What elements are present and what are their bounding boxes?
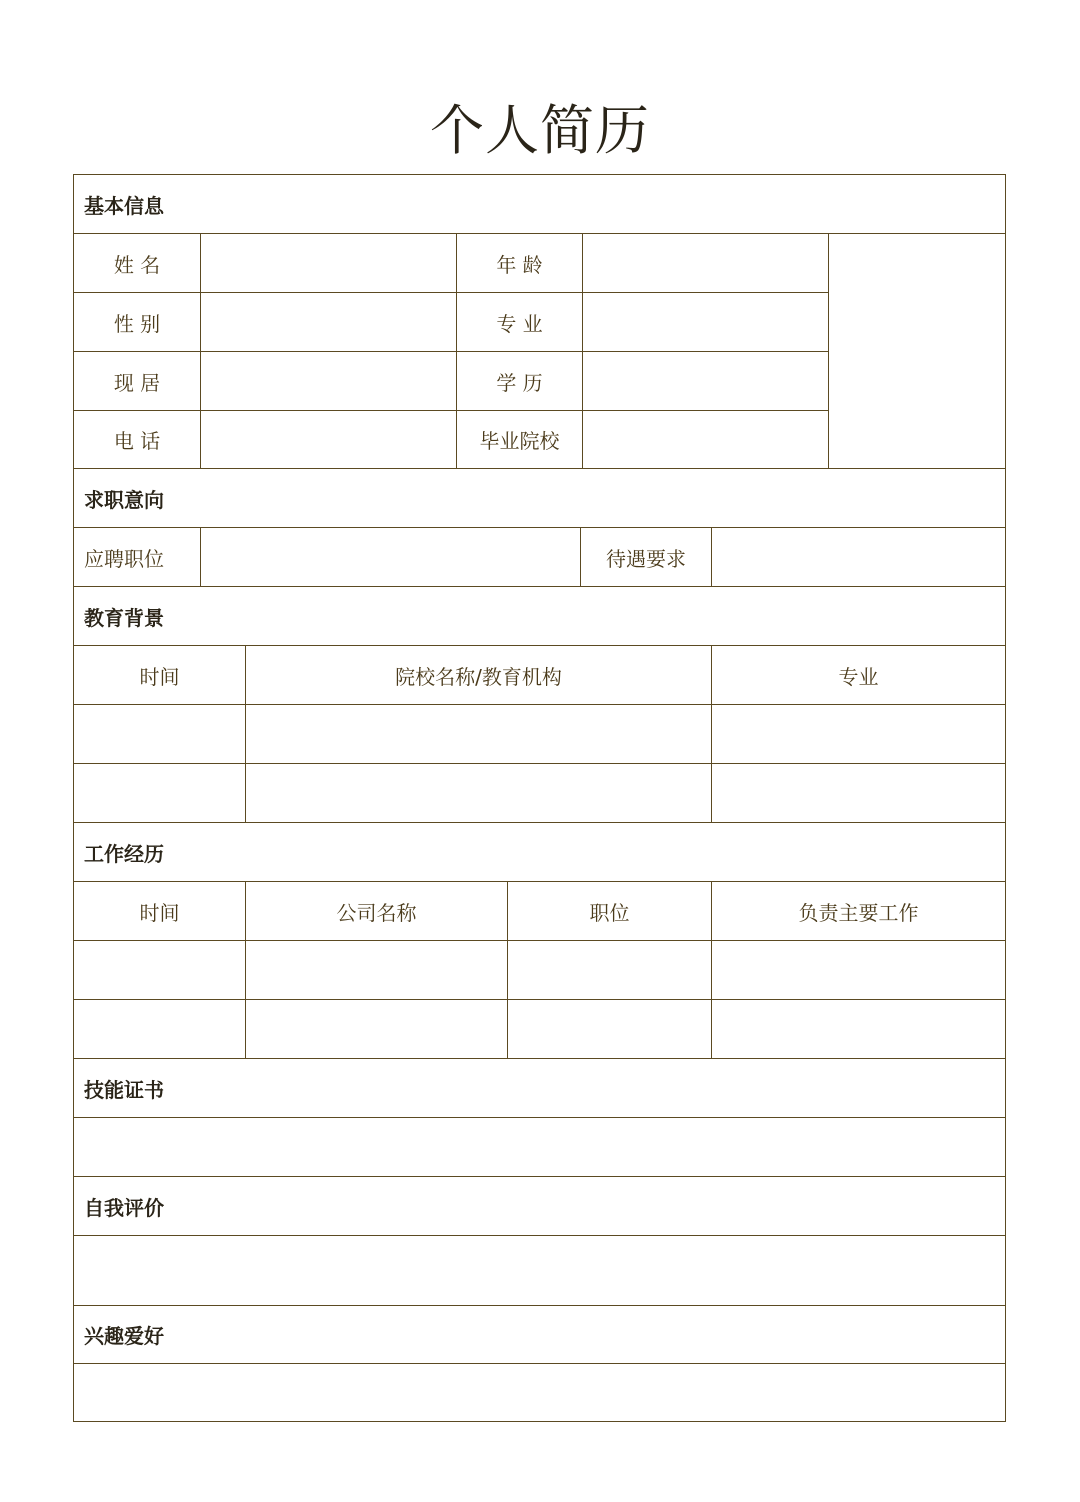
work-cell[interactable] <box>246 941 508 1000</box>
field-name[interactable] <box>201 234 457 293</box>
section-job-intent: 求职意向 <box>74 469 1005 528</box>
field-salary[interactable] <box>712 528 1005 587</box>
section-education-background: 教育背景 <box>74 587 1005 646</box>
work-cell[interactable] <box>74 941 246 1000</box>
work-cell[interactable] <box>74 1000 246 1059</box>
work-header-company: 公司名称 <box>246 882 508 941</box>
resume-form <box>73 174 1006 1422</box>
field-school[interactable] <box>583 411 829 469</box>
edu-cell[interactable] <box>712 764 1005 823</box>
field-gender[interactable] <box>201 293 457 352</box>
field-education[interactable] <box>583 352 829 411</box>
section-hobbies: 兴趣爱好 <box>74 1306 1005 1364</box>
field-phone[interactable] <box>201 411 457 469</box>
work-cell[interactable] <box>712 941 1005 1000</box>
field-residence[interactable] <box>201 352 457 411</box>
field-age[interactable] <box>583 234 829 293</box>
skills-field[interactable] <box>74 1118 1005 1177</box>
work-cell[interactable] <box>246 1000 508 1059</box>
label-phone: 电 话 <box>74 411 201 469</box>
hobbies-field[interactable] <box>74 1364 1005 1421</box>
work-header-position: 职位 <box>508 882 712 941</box>
section-self-evaluation: 自我评价 <box>74 1177 1005 1236</box>
section-work-experience: 工作经历 <box>74 823 1005 882</box>
label-gender: 性 别 <box>74 293 201 352</box>
self-evaluation-field[interactable] <box>74 1236 1005 1306</box>
section-skills: 技能证书 <box>74 1059 1005 1118</box>
work-header-duties: 负责主要工作 <box>712 882 1005 941</box>
work-cell[interactable] <box>712 1000 1005 1059</box>
photo-area[interactable] <box>829 234 1005 469</box>
work-header-time: 时间 <box>74 882 246 941</box>
label-education: 学 历 <box>457 352 583 411</box>
field-position[interactable] <box>201 528 581 587</box>
edu-cell[interactable] <box>246 705 712 764</box>
work-cell[interactable] <box>508 941 712 1000</box>
page-title: 个人简历 <box>430 99 650 162</box>
edu-cell[interactable] <box>74 764 246 823</box>
label-name: 姓 名 <box>74 234 201 293</box>
section-basic-info: 基本信息 <box>74 175 1005 234</box>
edu-header-major: 专业 <box>712 646 1005 705</box>
label-school: 毕业院校 <box>457 411 583 469</box>
edu-cell[interactable] <box>246 764 712 823</box>
field-major[interactable] <box>583 293 829 352</box>
edu-cell[interactable] <box>712 705 1005 764</box>
label-salary: 待遇要求 <box>581 528 712 587</box>
label-major: 专 业 <box>457 293 583 352</box>
label-position: 应聘职位 <box>74 528 201 587</box>
work-cell[interactable] <box>508 1000 712 1059</box>
label-residence: 现 居 <box>74 352 201 411</box>
edu-header-school: 院校名称/教育机构 <box>246 646 712 705</box>
edu-cell[interactable] <box>74 705 246 764</box>
label-age: 年 龄 <box>457 234 583 293</box>
edu-header-time: 时间 <box>74 646 246 705</box>
